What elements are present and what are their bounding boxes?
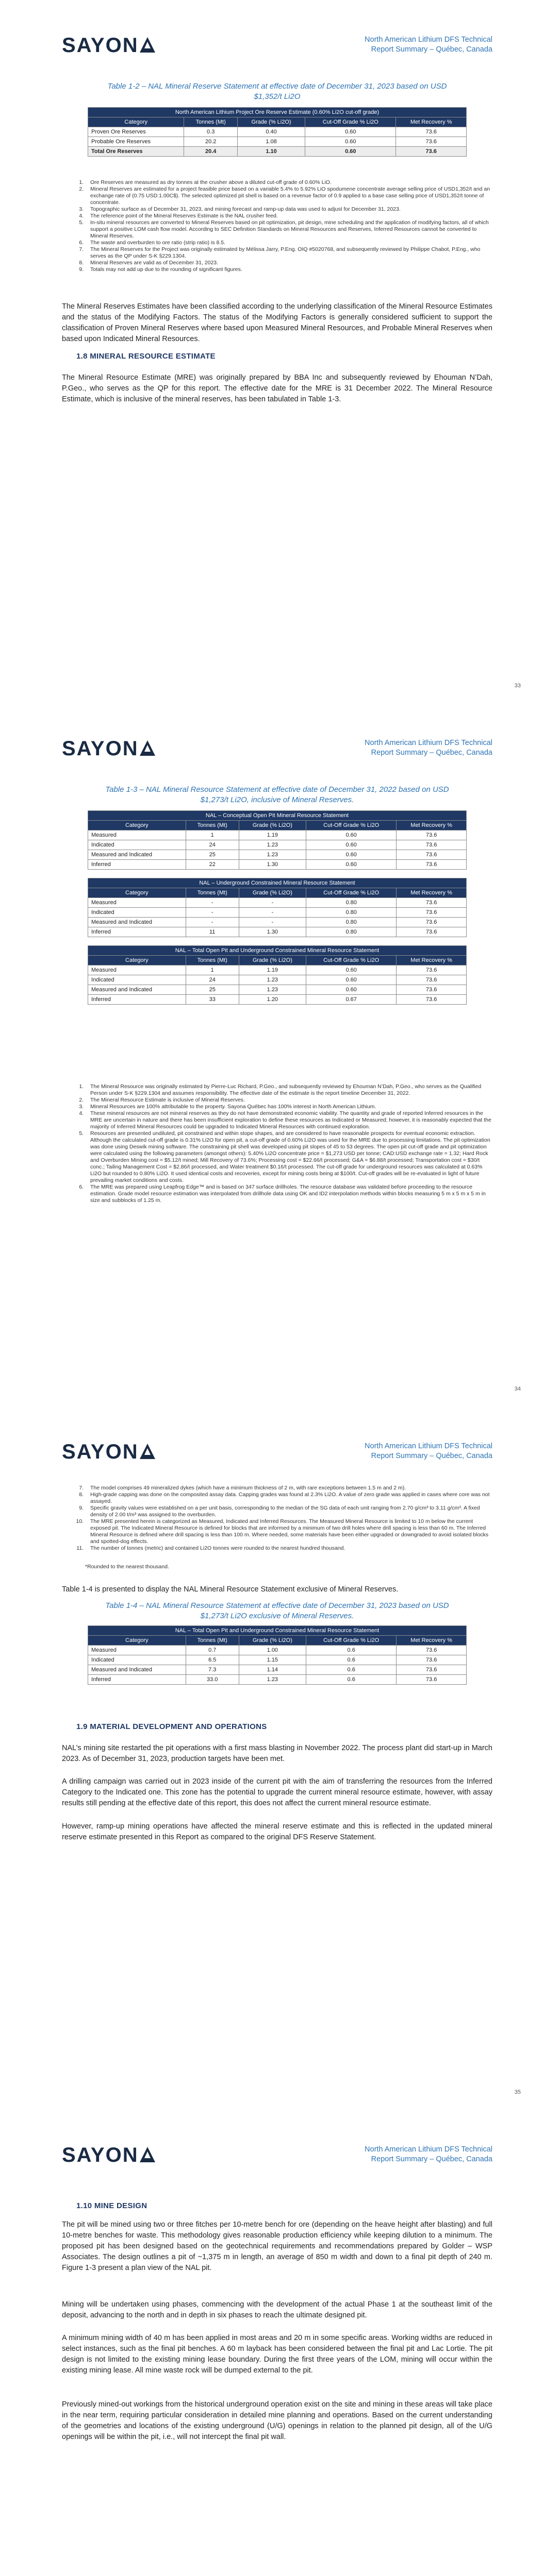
table-cell: 1.08 <box>237 137 305 147</box>
table-cell: 1.20 <box>239 995 306 1005</box>
row-label: Inferred <box>88 860 186 870</box>
table-row <box>88 840 467 850</box>
table-row <box>88 127 467 137</box>
table-cell: 73.6 <box>397 1646 467 1655</box>
note-item: 8. High-grade capping was done on the composited assay data. Capping grades was found at 2.3% Li2O. A value of zero grade was applied in cases where core was not assayed. <box>85 1492 492 1505</box>
table-cell: - <box>239 918 306 927</box>
table-cell: 0.80 <box>306 927 397 937</box>
table-cell: 33.0 <box>186 1675 239 1685</box>
table-cell: 1.30 <box>239 927 306 937</box>
row-label: Inferred <box>88 1675 186 1685</box>
rounding-footnote: *Rounded to the nearest thousand. <box>85 1564 169 1570</box>
table-row <box>88 927 467 937</box>
sayona-logo: SAYON <box>62 34 155 57</box>
paragraph: Mining will be undertaken using phases, commencing with the development of the actual Phase 1 at the southeast limit of the deposit, advancing to the north and in depth in six phases to reach the ultimate designed pit. <box>62 2300 492 2319</box>
table-cell: 0.6 <box>306 1665 397 1675</box>
row-label: Indicated <box>88 840 186 850</box>
table-cell: - <box>186 908 239 918</box>
note-item: 2. The Mineral Resource Estimate is inclusive of Mineral Reserves. <box>85 1097 492 1104</box>
column-header: Cut-Off Grade % Li2O <box>306 821 397 831</box>
table-row <box>88 147 467 157</box>
table-cell: 73.6 <box>397 965 467 975</box>
row-label: Measured <box>88 898 186 908</box>
table-title: NAL – Total Open Pit and Underground Constrained Mineral Resource Statement <box>88 1626 467 1636</box>
page-header <box>62 1436 492 1478</box>
table-notes-continued <box>64 1485 492 1552</box>
note-item: 1. Ore Reserves are measured as dry tonnes at the crusher above a diluted cut-off grade of 0.60% LiO. <box>85 179 492 186</box>
paragraph: A minimum mining width of 40 m has been applied in most areas and 20 m in some specific areas. Working widths are reduced in select instances, such as the final pit benches. A 60 m layback has been considered between the final pit and Lac Lortie. The pit design is not limited to the existing mining lease boundary. During the first three years of the LOM, mining will occur within the existing mining lease. All mine waste rock will be dumped external to the pit. <box>62 2334 492 2375</box>
table-cell: 0.60 <box>306 860 397 870</box>
table-row <box>88 908 467 918</box>
row-label: Indicated <box>88 1655 186 1665</box>
row-label: Proven Ore Reserves <box>88 127 184 137</box>
note-item: 7. The Mineral Reserves for the Project was originally estimated by Mélissa Jarry, P.Eng. OIQ #5020768, and subsequently reviewed by Philippe Chabot, P.Eng., who serves as the QP under S-K §229.1304. <box>85 246 492 260</box>
paragraph: The Mineral Resource Estimate (MRE) was originally prepared by BBA Inc and subsequently reviewed by Ehouman N’Dah, P.Geo., who serves as the QP for this report. The effective date for the MRE is 31 December 2022. The Mineral Resource Estimate, which is inclusive of the mineral reserves, has been tabulated in Table 1-3. <box>62 374 492 403</box>
table-cell: 73.6 <box>397 840 467 850</box>
paragraph: The Mineral Reserves Estimates have been classified according to the underlying classification of the Mineral Resource Estimates and the status of the Modifying Factors. The status of the Modifying Factors is generally considered sufficient to support the classification of Proven Mineral Reserves where based upon Measured Mineral Resources, and Probable Mineral Reserves when based upon Indicated Mineral Resources. <box>62 302 492 343</box>
page-header <box>62 2140 492 2181</box>
header-title: North American Lithium DFS Technical Report Summary – Québec, Canada <box>365 2145 492 2163</box>
row-label: Measured and Indicated <box>88 850 186 860</box>
mineral-reserve-table <box>88 107 467 157</box>
table-cell: 1.14 <box>239 1665 306 1675</box>
table-cell: 1.23 <box>239 850 306 860</box>
table-cell: 0.3 <box>184 127 238 137</box>
table-row <box>88 918 467 927</box>
row-label: Inferred <box>88 927 186 937</box>
paragraph: However, ramp-up mining operations have affected the mineral reserve estimate and this is reflected in the updated mineral reserve estimate presented in this Report as compared to the original DFS Reserve Statement. <box>62 1822 492 1841</box>
row-label: Indicated <box>88 975 186 985</box>
table-cell: 7.3 <box>186 1665 239 1675</box>
table-section-title: NAL – Total Open Pit and Underground Constrained Mineral Resource Statement <box>88 946 467 956</box>
page-33 <box>0 0 544 703</box>
row-label: Indicated <box>88 908 186 918</box>
table-cell: 73.6 <box>396 137 467 147</box>
table-cell: 73.6 <box>396 147 467 157</box>
note-item: 4. These mineral resources are not mineral reserves as they do not have demonstrated economic viability. The quantity and grade of reported Inferred resources in the MRE are uncertain in nature and there has been insufficient exploration to define these resources as Indicated or Measured; however, it is reasonably expected that the majority of Inferred Mineral Resources could be upgraded to Indicated Mineral Resources with continued exploration. <box>85 1110 492 1130</box>
note-item: 6. The waste and overburden to ore ratio (strip ratio) is 8.5. <box>85 240 492 246</box>
column-header: Grade (% Li2O) <box>239 888 306 898</box>
table-cell: 73.6 <box>397 985 467 995</box>
column-header: Grade (% Li2O) <box>239 821 306 831</box>
logo-a-triangle-icon <box>140 37 155 53</box>
column-header: Tonnes (Mt) <box>186 821 239 831</box>
table-cell: 0.60 <box>305 137 396 147</box>
column-header: Tonnes (Mt) <box>186 888 239 898</box>
table-row <box>88 975 467 985</box>
table-row <box>88 860 467 870</box>
table-cell: 11 <box>186 927 239 937</box>
column-header: Category <box>88 888 186 898</box>
row-label: Measured and Indicated <box>88 1665 186 1675</box>
table-cell: 73.6 <box>397 860 467 870</box>
column-header: Met Recovery % <box>397 888 467 898</box>
table-cell: 0.60 <box>306 840 397 850</box>
table-row <box>88 995 467 1005</box>
note-item: 10. The MRE presented herein is categorized as Measured, Indicated and Inferred Resources. The Measured Mineral Resource is limited to 10 m below the current exposed pit. The Indicated Mineral Resource is defined for blocks that are informed by a minimum of two drill holes where drill spacing is less than 60 m. The Inferred Mineral Resource is defined where drill spacing is less than 100 m. Where needed, some materials have been either upgraded or downgraded to avoid isolated blocks and spotted-dog effects. <box>85 1518 492 1545</box>
table-cell: 0.60 <box>305 127 396 137</box>
table-cell: 0.6 <box>306 1675 397 1685</box>
table-cell: 20.4 <box>184 147 238 157</box>
table-cell: 1 <box>186 831 239 840</box>
row-label: Measured and Indicated <box>88 918 186 927</box>
table-cell: 0.80 <box>306 908 397 918</box>
logo-a-triangle-icon <box>140 740 155 756</box>
table-cell: 1.23 <box>239 985 306 995</box>
table-cell: 0.60 <box>306 831 397 840</box>
table-cell: 0.60 <box>306 985 397 995</box>
page-header <box>62 733 492 774</box>
row-label: Probable Ore Reserves <box>88 137 184 147</box>
column-header: Cut-Off Grade % Li2O <box>306 1636 397 1646</box>
table-cell: 6.5 <box>186 1655 239 1665</box>
table-caption: Table 1-2 – NAL Mineral Reserve Statement at effective date of December 31, 2023 based on USD $1,352/t Li2O <box>107 82 447 101</box>
table-cell: 1.30 <box>239 860 306 870</box>
table-cell: 73.6 <box>397 927 467 937</box>
table-cell: 73.6 <box>397 918 467 927</box>
column-header: Grade (% Li2O) <box>239 956 306 965</box>
table-row <box>88 137 467 147</box>
table-cell: 0.60 <box>306 965 397 975</box>
table-cell: 73.6 <box>397 850 467 860</box>
note-item: 5. In-situ mineral resources are converted to Mineral Reserves based on pit optimization, pit design, mine scheduling and the application of modifying factors, all of which support a positive LOM cash flow model. According to SEC Definition Standards on Mineral Resources and Reserves, Inferred Resources cannot be converted to Mineral Reserves. <box>85 219 492 240</box>
row-label: Measured <box>88 1646 186 1655</box>
table-cell: 20.2 <box>184 137 238 147</box>
note-item: 5. Resources are presented undiluted, pit constrained and within stope shapes, and are considered to have reasonable prospects for eventual economic extraction. Although the calculated cut-off grade is 0.31% Li2O for open pit, a cut-off grade of 0.60% Li2O was used for the MRE due to processing limitations. The pit optimization was done using Deswik mining software. The constraining pit shell was developed using pit slopes of 45 to 53 degrees. The open pit cut-off grade and pit optimization were calculated using the following parameters (amongst others): 5.40% Li2O concentrate price = $1,273 USD per tonne; CAD:USD exchange rate = 1.32; Hard Rock and Overburden Mining cost = $5.12/t mined; Mill Recovery of 73.6%; Processing cost = $22.66/t processed; G&A = $6.88/t processed; Transportation cost = $30/t conc.; Tailing Management Cost = $2.86/t processed, and Water treatment $0.16/t processed. The cut-off grade for underground resources was calculated at 0.63% Li2O but rounded to 0.80% Li2O. It used identical costs and recoveries, except for mining costs being at $100/t. Cut-off grades will be re-evaluated in light of future prevailing market conditions and costs. <box>85 1130 492 1184</box>
section-heading: 1.9 MATERIAL DEVELOPMENT AND OPERATIONS <box>76 1722 267 1731</box>
paragraph: The pit will be mined using two or three fitches per 10-metre bench for ore (depending on the heave height after blasting) and full 10-metre benches for waste. This methodology gives reasonable production efficiency while keeping dilution to a minimum. The proposed pit has been designed based on the geotechnical requirements and recommendations prepared by Golder – WSP Associates. The design outlines a pit of ~1,375 m in length, an average of 850 m width and down to a final pit depth of 240 m. Figure 1-3 present a plan view of the NAL pit. <box>62 2221 492 2272</box>
table-cell: 24 <box>186 840 239 850</box>
table-cell: 73.6 <box>397 908 467 918</box>
table-row <box>88 898 467 908</box>
mineral-resource-inclusive-table <box>88 810 467 1005</box>
table-cell: 0.6 <box>306 1655 397 1665</box>
note-item: 9. Totals may not add up due to the rounding of significant figures. <box>85 266 492 273</box>
column-header: Grade (% Li2O) <box>239 1636 306 1646</box>
note-item: 2. Mineral Reserves are estimated for a project feasible price based on a variable 5.4% to 5.92% LiO spodumene concentrate average selling price of USD1,352/t and an exchange rate of (0.75 USD:1.00C$). The selected optimized pit shell is based on a revenue factor of 0.9 applied to a base case selling price of USD1,352/t tonne of concentrate. <box>85 186 492 206</box>
note-item: 7. The model comprises 49 mineralized dykes (which have a minimum thickness of 2 m, with rare exceptions between 1.5 m and 2 m). <box>85 1485 492 1492</box>
table-row <box>88 1655 467 1665</box>
row-label: Measured and Indicated <box>88 985 186 995</box>
header-title: North American Lithium DFS Technical Report Summary – Québec, Canada <box>365 739 492 757</box>
mineral-resource-exclusive-table <box>88 1625 467 1685</box>
page-34 <box>0 703 544 1406</box>
table-cell: 0.60 <box>306 975 397 985</box>
column-header: Cut-Off Grade % Li2O <box>306 956 397 965</box>
table-cell: 1 <box>186 965 239 975</box>
table-row <box>88 965 467 975</box>
table-cell: 0.40 <box>237 127 305 137</box>
page-header <box>62 30 492 71</box>
table-cell: 73.6 <box>397 1665 467 1675</box>
page-36 <box>0 2110 544 2576</box>
table-cell: 0.80 <box>306 918 397 927</box>
table-section-title: NAL – Conceptual Open Pit Mineral Resource Statement <box>88 811 467 821</box>
row-label: Inferred <box>88 995 186 1005</box>
note-item: 9. Specific gravity values were established on a per unit basis, corresponding to the median of the SG data of each unit ranging from 2.70 g/cm³ to 3.11 g/cm³. A fixed density of 2.00 t/m³ was assigned to the overburden. <box>85 1505 492 1518</box>
table-title: North American Lithium Project Ore Reserve Estimate (0.60% Li2O cut-off grade) <box>88 108 467 117</box>
note-item: 8. Mineral Reserves are valid as of December 31, 2023. <box>85 260 492 266</box>
table-cell: 0.67 <box>306 995 397 1005</box>
column-header: Met Recovery % <box>396 117 467 127</box>
table-notes <box>64 1083 492 1204</box>
section-heading: 1.10 MINE DESIGN <box>76 2201 147 2210</box>
table-row <box>88 831 467 840</box>
table-row <box>88 1646 467 1655</box>
column-header: Category <box>88 117 184 127</box>
table-cell: 1.23 <box>239 840 306 850</box>
table-cell: 22 <box>186 860 239 870</box>
table-cell: 0.6 <box>306 1646 397 1655</box>
table-cell: - <box>186 918 239 927</box>
paragraph: Previously mined-out workings from the historical underground operation exist on the site and mining in these areas will take place in the near term, requiring particular consideration in detailed mine planning and operations. Based on the current understanding of the geometries and locations of the existing underground (U/G) openings in relation to the planned pit design, all of the U/G openings will be within the pit, i.e., will not intercept the final pit wall. <box>62 2400 492 2441</box>
logo-a-triangle-icon <box>140 1444 155 1459</box>
row-label: Measured <box>88 831 186 840</box>
column-header: Category <box>88 956 186 965</box>
table-cell: 1.10 <box>237 147 305 157</box>
page-35 <box>0 1406 544 2110</box>
header-title: North American Lithium DFS Technical Report Summary – Québec, Canada <box>365 1442 492 1460</box>
column-header: Tonnes (Mt) <box>186 1636 239 1646</box>
table-row <box>88 1665 467 1675</box>
paragraph: Table 1-4 is presented to display the NAL Mineral Resource Statement exclusive of Mineral Reserves. <box>62 1585 399 1594</box>
note-item: 4. The reference point of the Mineral Reserves Estimate is the NAL crusher feed. <box>85 213 492 219</box>
note-item: 1. The Mineral Resource was originally estimated by Pierre-Luc Richard, P.Geo., and subsequently reviewed by Ehouman N’Dah, P.Geo., who serves as the Qualified Person under S-K §229.1304 and assumes responsibility. The effective date of the estimate is the report timeline December 31, 2022. <box>85 1083 492 1097</box>
page-number: 34 <box>514 1386 521 1392</box>
column-header: Category <box>88 821 186 831</box>
row-label: Measured <box>88 965 186 975</box>
table-row <box>88 1675 467 1685</box>
table-cell: 1.15 <box>239 1655 306 1665</box>
paragraph: NAL’s mining site restarted the pit operations with a first mass blasting in November 2022. The process plant did start-up in March 2023. As of December 31, 2023, production targets have been met. <box>62 1744 492 1763</box>
sayona-logo: SAYON <box>62 1440 155 1464</box>
note-item: 3. Mineral Resources are 100% attributable to the property. Sayona Québec has 100% interest in North American Lithium. <box>85 1104 492 1110</box>
note-item: 6. The MRE was prepared using Leapfrog Edge™ and is based on 347 surface drillholes. The resource database was validated before proceeding to the resource estimation. Grade model resource estimation was interpolated from drillhole data using OK and ID2 interpolation methods within blocks measuring 5 m x 5 m x 5 m in size and subblocks of 1.25 m. <box>85 1184 492 1204</box>
header-title: North American Lithium DFS Technical Report Summary – Québec, Canada <box>365 36 492 54</box>
table-row <box>88 850 467 860</box>
table-cell: 1.19 <box>239 965 306 975</box>
table-caption: Table 1-4 – NAL Mineral Resource Statement at effective date of December 31, 2023 based on USD $1,273/t Li2O exclusive of Mineral Reserves. <box>105 1601 449 1620</box>
sayona-logo: SAYON <box>62 737 155 760</box>
table-cell: 25 <box>186 985 239 995</box>
table-cell: 1.23 <box>239 975 306 985</box>
column-header: Met Recovery % <box>397 1636 467 1646</box>
sayona-logo: SAYON <box>62 2144 155 2167</box>
column-header: Met Recovery % <box>397 956 467 965</box>
table-cell: 73.6 <box>397 898 467 908</box>
page-number: 33 <box>514 683 521 689</box>
table-cell: 73.6 <box>396 127 467 137</box>
column-header: Tonnes (Mt) <box>186 956 239 965</box>
column-header: Grade (% Li2O) <box>237 117 305 127</box>
table-cell: 25 <box>186 850 239 860</box>
table-cell: 33 <box>186 995 239 1005</box>
table-caption: Table 1-3 – NAL Mineral Resource Statement at effective date of December 31, 2022 based on USD $1,273/t Li2O, inclusive of Mineral Reserves. <box>105 785 449 804</box>
table-cell: - <box>186 898 239 908</box>
table-cell: 0.60 <box>306 850 397 860</box>
table-cell: 1.19 <box>239 831 306 840</box>
table-cell: 73.6 <box>397 831 467 840</box>
table-cell: 73.6 <box>397 975 467 985</box>
table-cell: - <box>239 898 306 908</box>
logo-a-triangle-icon <box>140 2147 155 2162</box>
table-cell: 0.80 <box>306 898 397 908</box>
table-cell: 1.23 <box>239 1675 306 1685</box>
table-cell: 73.6 <box>397 1655 467 1665</box>
note-item: 11. The number of tonnes (metric) and contained Li2O tonnes were rounded to the nearest hundred thousand. <box>85 1545 492 1552</box>
table-cell: 0.7 <box>186 1646 239 1655</box>
table-cell: 1.00 <box>239 1646 306 1655</box>
column-header: Cut-Off Grade % Li2O <box>306 888 397 898</box>
table-cell: 0.60 <box>305 147 396 157</box>
column-header: Tonnes (Mt) <box>184 117 238 127</box>
table-cell: - <box>239 908 306 918</box>
column-header: Cut-Off Grade % Li2O <box>305 117 396 127</box>
note-item: 3. Topographic surface as of December 31, 2023, and mining forecast and ramp-up data was used to adjust for December 31, 2023. <box>85 206 492 213</box>
column-header: Category <box>88 1636 186 1646</box>
row-label: Total Ore Reserves <box>88 147 184 157</box>
paragraph: A drilling campaign was carried out in 2023 inside of the current pit with the aim of transferring the resources from the Inferred Category to the Indicated one. This zone has the potential to upgrade the current mineral resource estimate, however, with assay results still pending at the effective date of this report, this does not affect the current mineral resource estimate. <box>62 1777 492 1807</box>
table-cell: 73.6 <box>397 1675 467 1685</box>
page-number: 35 <box>514 2089 521 2095</box>
table-notes <box>64 179 492 273</box>
section-heading: 1.8 MINERAL RESOURCE ESTIMATE <box>76 352 216 361</box>
table-section-title: NAL – Underground Constrained Mineral Resource Statement <box>88 878 467 888</box>
table-cell: 24 <box>186 975 239 985</box>
table-cell: 73.6 <box>397 995 467 1005</box>
column-header: Met Recovery % <box>397 821 467 831</box>
table-row <box>88 985 467 995</box>
